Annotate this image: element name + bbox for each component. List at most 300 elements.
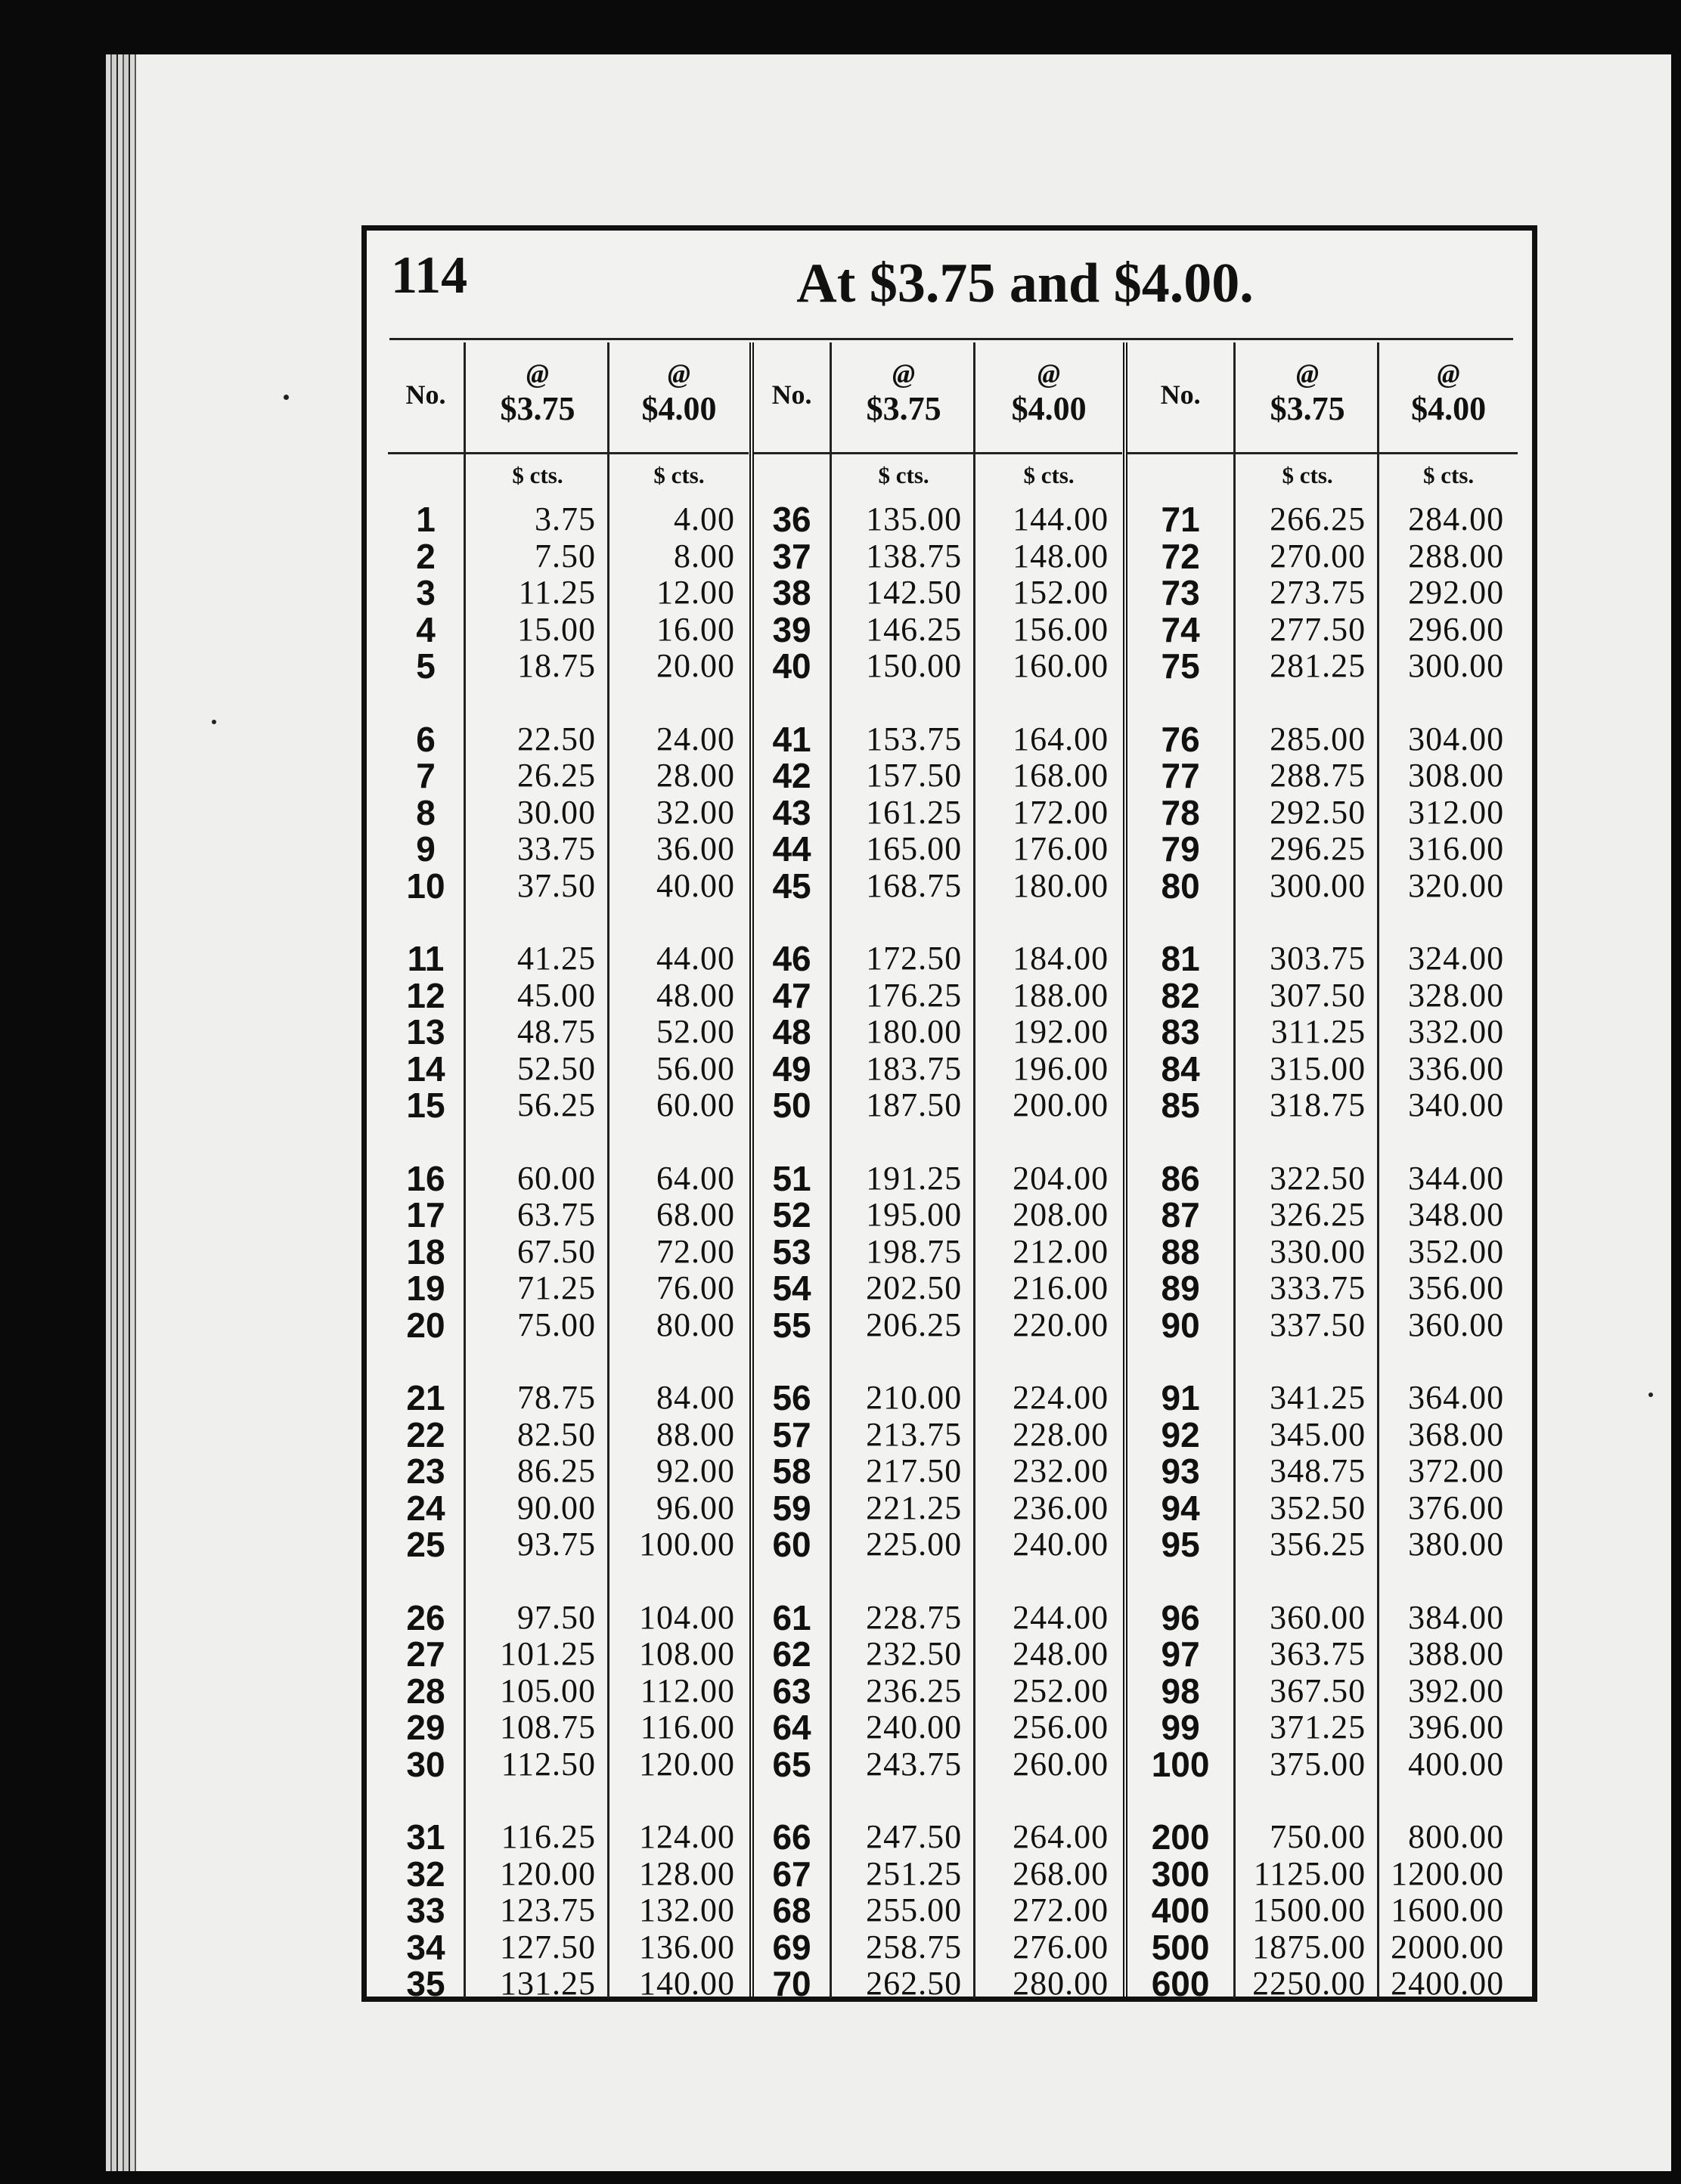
row-number: 69 [772, 1927, 811, 1967]
row-amount: 328.00 [1408, 976, 1505, 1014]
row-amount: 127.50 [500, 1928, 596, 1966]
row-amount: 67.50 [517, 1232, 596, 1270]
row-number: 25 [406, 1525, 445, 1564]
row-amount: 266.25 [1270, 500, 1366, 537]
row-amount: 372.00 [1408, 1452, 1505, 1489]
row-number: 63 [772, 1671, 811, 1711]
row-amount: 232.50 [866, 1635, 963, 1672]
row-amount: 225.00 [866, 1526, 963, 1563]
row-number: 500 [1151, 1927, 1210, 1967]
row-amount: 256.00 [1013, 1708, 1109, 1746]
at-symbol: @ [668, 358, 690, 389]
row-number: 23 [406, 1451, 445, 1491]
row-number: 26 [406, 1597, 445, 1637]
row-number: 35 [406, 1964, 445, 2003]
col-price-a [464, 342, 609, 2002]
row-number: 44 [772, 829, 811, 869]
row-amount: 326.25 [1270, 1196, 1366, 1233]
row-amount: 172.00 [1013, 793, 1109, 831]
row-amount: 138.75 [866, 537, 963, 575]
at-symbol: @ [892, 358, 916, 389]
row-amount: 100.00 [639, 1526, 735, 1563]
row-amount: 264.00 [1013, 1818, 1109, 1855]
row-amount: 164.00 [1013, 720, 1109, 757]
row-amount: 52.00 [656, 1013, 735, 1050]
row-amount: 200.00 [1013, 1086, 1109, 1123]
row-amount: 300.00 [1270, 866, 1366, 904]
row-number: 200 [1151, 1817, 1210, 1857]
row-number: 59 [772, 1488, 811, 1528]
at-symbol: @ [526, 358, 549, 389]
row-amount: 210.00 [866, 1379, 963, 1416]
row-amount: 195.00 [866, 1196, 963, 1233]
row-amount: 7.50 [535, 537, 596, 575]
row-amount: 272.00 [1013, 1891, 1109, 1928]
row-number: 99 [1161, 1708, 1200, 1747]
row-number: 600 [1151, 1964, 1210, 2003]
row-number: 4 [416, 609, 436, 649]
row-amount: 176.25 [866, 976, 963, 1014]
row-number: 81 [1161, 939, 1200, 978]
column-header [388, 342, 464, 454]
row-amount: 388.00 [1408, 1635, 1505, 1672]
row-amount: 360.00 [1270, 1598, 1366, 1636]
row-amount: 206.25 [866, 1306, 963, 1343]
row-amount: 15.00 [517, 610, 596, 648]
row-amount: 157.50 [866, 757, 963, 794]
row-amount: 131.25 [500, 1965, 596, 2002]
row-amount: 187.50 [866, 1086, 963, 1123]
row-number: 21 [406, 1378, 445, 1417]
row-number: 2 [416, 536, 436, 576]
row-amount: 236.25 [866, 1671, 963, 1709]
row-amount: 18.75 [517, 647, 596, 684]
row-amount: 315.00 [1270, 1049, 1366, 1087]
row-amount: 330.00 [1270, 1232, 1366, 1270]
row-amount: 148.00 [1013, 537, 1109, 575]
row-amount: 72.00 [656, 1232, 735, 1270]
row-number: 11 [407, 939, 445, 978]
row-number: 97 [1161, 1634, 1200, 1674]
row-amount: 108.00 [639, 1635, 735, 1672]
row-amount: 104.00 [639, 1598, 735, 1636]
row-amount: 135.00 [866, 500, 963, 537]
row-number: 18 [406, 1231, 445, 1272]
row-amount: 800.00 [1408, 1818, 1505, 1855]
row-number: 20 [406, 1305, 445, 1345]
row-amount: 292.50 [1270, 793, 1366, 831]
col-no [1127, 342, 1233, 2003]
row-number: 32 [406, 1854, 445, 1894]
row-amount: 4.00 [674, 500, 735, 537]
row-number: 19 [406, 1269, 445, 1308]
row-amount: 303.75 [1270, 940, 1366, 977]
row-amount: 307.50 [1270, 976, 1366, 1014]
unit-label: $ cts. [512, 462, 563, 488]
unit-label: $ cts. [1023, 462, 1075, 488]
row-amount: 176.00 [1013, 830, 1109, 867]
row-amount: 90.00 [517, 1489, 596, 1526]
row-number: 67 [772, 1854, 811, 1894]
page-number: 114 [391, 246, 468, 305]
row-number: 89 [1161, 1269, 1200, 1308]
ink-speck [284, 395, 289, 400]
column-header [754, 342, 830, 454]
row-amount: 63.75 [517, 1196, 596, 1233]
row-amount: 285.00 [1270, 720, 1366, 757]
row-amount: 348.00 [1408, 1196, 1505, 1233]
row-amount: 296.25 [1270, 830, 1366, 867]
row-amount: 112.00 [640, 1671, 735, 1709]
row-amount: 380.00 [1408, 1526, 1505, 1563]
row-amount: 150.00 [866, 647, 963, 684]
row-amount: 120.00 [639, 1745, 735, 1783]
row-amount: 308.00 [1408, 757, 1505, 794]
unit-label: $ cts. [1423, 462, 1475, 488]
row-number: 48 [772, 1012, 811, 1052]
row-amount: 280.00 [1013, 1965, 1109, 2002]
column-header [466, 342, 609, 454]
row-amount: 26.25 [517, 757, 596, 794]
row-amount: 224.00 [1013, 1379, 1109, 1416]
row-number: 65 [772, 1744, 811, 1784]
col-no [754, 342, 830, 2003]
row-amount: 188.00 [1013, 976, 1109, 1014]
row-number: 54 [772, 1269, 811, 1308]
row-number: 34 [406, 1927, 445, 1967]
row-amount: 140.00 [639, 1965, 735, 2002]
row-number: 72 [1161, 536, 1200, 576]
row-number: 56 [772, 1378, 811, 1417]
row-amount: 64.00 [656, 1159, 735, 1197]
row-number: 27 [406, 1634, 445, 1674]
row-amount: 86.25 [517, 1452, 596, 1489]
row-amount: 120.00 [500, 1854, 596, 1892]
row-amount: 88.00 [656, 1415, 735, 1453]
row-amount: 1200.00 [1391, 1854, 1505, 1892]
row-number: 88 [1161, 1231, 1200, 1272]
row-amount: 208.00 [1013, 1196, 1109, 1233]
row-amount: 255.00 [866, 1891, 963, 1928]
row-amount: 168.75 [866, 866, 963, 904]
row-amount: 45.00 [517, 976, 596, 1014]
row-number: 300 [1151, 1854, 1210, 1894]
row-amount: 252.00 [1013, 1671, 1109, 1709]
row-amount: 247.50 [866, 1818, 963, 1855]
row-amount: 371.25 [1270, 1708, 1366, 1746]
row-amount: 228.00 [1013, 1415, 1109, 1453]
row-amount: 316.00 [1408, 830, 1505, 867]
row-amount: 750.00 [1270, 1818, 1366, 1855]
ink-speck [212, 720, 216, 724]
row-number: 41 [772, 719, 811, 759]
row-amount: 76.00 [656, 1269, 735, 1306]
row-amount: 322.50 [1270, 1159, 1366, 1197]
row-number: 29 [406, 1708, 445, 1747]
row-amount: 48.75 [517, 1013, 596, 1050]
row-amount: 20.00 [656, 647, 735, 684]
row-number: 37 [772, 536, 811, 576]
row-amount: 202.50 [866, 1269, 963, 1306]
row-number: 16 [406, 1158, 445, 1198]
row-number: 76 [1161, 719, 1200, 759]
row-number: 62 [772, 1634, 811, 1674]
row-amount: 276.00 [1013, 1928, 1109, 1966]
row-amount: 108.75 [500, 1708, 596, 1746]
row-amount: 60.00 [656, 1086, 735, 1123]
row-number: 87 [1161, 1195, 1200, 1235]
row-amount: 152.00 [1013, 574, 1109, 611]
row-number: 12 [406, 975, 445, 1015]
row-amount: 183.75 [866, 1049, 963, 1087]
row-amount: 56.25 [517, 1086, 596, 1123]
row-amount: 260.00 [1013, 1745, 1109, 1783]
row-number: 57 [772, 1414, 811, 1454]
col-price-a [1233, 342, 1379, 2002]
row-amount: 262.50 [866, 1965, 963, 2002]
row-amount: 304.00 [1408, 720, 1505, 757]
row-amount: 78.75 [517, 1379, 596, 1416]
row-number: 46 [772, 939, 811, 978]
rate-table-panel [361, 225, 1537, 2002]
row-amount: 292.00 [1408, 574, 1505, 611]
table-group-2 [754, 342, 1127, 2003]
row-amount: 116.00 [640, 1708, 735, 1746]
row-amount: 96.00 [656, 1489, 735, 1526]
row-number: 83 [1161, 1012, 1200, 1052]
row-amount: 75.00 [517, 1306, 596, 1343]
row-number: 58 [772, 1451, 811, 1491]
row-amount: 352.00 [1408, 1232, 1505, 1270]
row-amount: 168.00 [1013, 757, 1109, 794]
row-amount: 340.00 [1408, 1086, 1505, 1123]
row-amount: 8.00 [674, 537, 735, 575]
rate-table [388, 342, 1518, 2003]
table-group-3 [1127, 342, 1518, 2003]
row-amount: 364.00 [1408, 1379, 1505, 1416]
row-amount: 221.25 [866, 1489, 963, 1526]
row-amount: 1875.00 [1252, 1928, 1366, 1966]
column-header [975, 342, 1122, 454]
row-amount: 367.50 [1270, 1671, 1366, 1709]
table-group-1 [388, 342, 754, 2003]
price-label: $4.00 [1011, 390, 1087, 427]
row-amount: 204.00 [1013, 1159, 1109, 1197]
row-number: 84 [1161, 1049, 1200, 1089]
row-amount: 3.75 [535, 500, 596, 537]
row-number: 92 [1161, 1414, 1200, 1454]
row-amount: 153.75 [866, 720, 963, 757]
row-amount: 16.00 [656, 610, 735, 648]
row-number: 51 [772, 1158, 811, 1198]
unit-label: $ cts. [1282, 462, 1333, 488]
row-amount: 332.00 [1408, 1013, 1505, 1050]
header-rule [389, 338, 1513, 340]
column-header [1379, 342, 1518, 454]
row-amount: 344.00 [1408, 1159, 1505, 1197]
unit-label: $ cts. [878, 462, 929, 488]
row-amount: 80.00 [656, 1306, 735, 1343]
row-amount: 128.00 [639, 1854, 735, 1892]
row-number: 61 [772, 1597, 811, 1637]
row-number: 8 [416, 792, 436, 832]
row-number: 77 [1161, 756, 1200, 795]
ink-speck [1648, 1392, 1653, 1397]
row-amount: 192.00 [1013, 1013, 1109, 1050]
row-amount: 196.00 [1013, 1049, 1109, 1087]
row-amount: 318.75 [1270, 1086, 1366, 1123]
at-symbol: @ [1437, 358, 1460, 389]
row-amount: 161.25 [866, 793, 963, 831]
row-number: 47 [772, 975, 811, 1015]
row-number: 30 [406, 1744, 445, 1784]
row-number: 95 [1161, 1525, 1200, 1564]
row-amount: 160.00 [1013, 647, 1109, 684]
row-number: 31 [406, 1817, 445, 1857]
row-amount: 33.75 [517, 830, 596, 867]
row-amount: 191.25 [866, 1159, 963, 1197]
row-number: 50 [772, 1086, 811, 1125]
row-amount: 144.00 [1013, 500, 1109, 537]
row-number: 53 [772, 1231, 811, 1272]
row-number: 28 [406, 1671, 445, 1711]
row-amount: 124.00 [639, 1818, 735, 1855]
row-amount: 375.00 [1270, 1745, 1366, 1783]
row-amount: 217.50 [866, 1452, 963, 1489]
row-amount: 2250.00 [1252, 1965, 1366, 2002]
row-amount: 36.00 [656, 830, 735, 867]
row-number: 60 [772, 1525, 811, 1564]
col-price-a [830, 342, 975, 2002]
row-amount: 84.00 [656, 1379, 735, 1416]
row-number: 43 [772, 792, 811, 832]
at-symbol: @ [1296, 358, 1320, 389]
row-amount: 97.50 [517, 1598, 596, 1636]
row-amount: 180.00 [1013, 866, 1109, 904]
row-amount: 92.00 [656, 1452, 735, 1489]
row-amount: 288.00 [1408, 537, 1505, 575]
row-number: 400 [1151, 1891, 1210, 1930]
price-label: $3.75 [866, 390, 941, 427]
row-number: 6 [416, 719, 436, 759]
row-amount: 30.00 [517, 793, 596, 831]
row-amount: 243.75 [866, 1745, 963, 1783]
col-price-b [607, 342, 749, 2002]
row-amount: 82.50 [517, 1415, 596, 1453]
row-number: 52 [772, 1195, 811, 1235]
row-amount: 368.00 [1408, 1415, 1505, 1453]
price-label: $3.75 [500, 390, 575, 427]
row-number: 45 [772, 866, 811, 906]
row-amount: 356.25 [1270, 1526, 1366, 1563]
row-amount: 270.00 [1270, 537, 1366, 575]
row-amount: 156.00 [1013, 610, 1109, 648]
col-price-b [1377, 342, 1518, 2002]
row-amount: 68.00 [656, 1196, 735, 1233]
row-amount: 40.00 [656, 866, 735, 904]
row-number: 78 [1161, 792, 1200, 832]
row-amount: 52.50 [517, 1049, 596, 1087]
row-amount: 11.25 [518, 574, 596, 611]
row-number: 1 [416, 500, 436, 539]
row-amount: 352.50 [1270, 1489, 1366, 1526]
row-amount: 1125.00 [1253, 1854, 1366, 1892]
row-amount: 123.75 [500, 1891, 596, 1928]
row-amount: 24.00 [656, 720, 735, 757]
row-number: 24 [406, 1488, 445, 1528]
row-number: 9 [416, 829, 436, 869]
row-number: 15 [406, 1086, 445, 1125]
row-amount: 312.00 [1408, 793, 1505, 831]
row-amount: 273.75 [1270, 574, 1366, 611]
row-amount: 12.00 [656, 574, 735, 611]
row-number: 3 [416, 573, 436, 612]
row-amount: 288.75 [1270, 757, 1366, 794]
row-number: 94 [1161, 1488, 1200, 1528]
row-amount: 60.00 [517, 1159, 596, 1197]
row-number: 55 [772, 1305, 811, 1345]
row-amount: 248.00 [1013, 1635, 1109, 1672]
row-number: 13 [406, 1012, 445, 1052]
row-amount: 277.50 [1270, 610, 1366, 648]
no-label: No. [405, 379, 446, 410]
row-amount: 22.50 [517, 720, 596, 757]
row-amount: 360.00 [1408, 1306, 1505, 1343]
row-amount: 284.00 [1408, 500, 1505, 537]
row-amount: 236.00 [1013, 1489, 1109, 1526]
row-amount: 165.00 [866, 830, 963, 867]
row-amount: 116.25 [501, 1818, 596, 1855]
row-amount: 28.00 [656, 757, 735, 794]
row-number: 71 [1161, 500, 1200, 539]
row-amount: 336.00 [1408, 1049, 1505, 1087]
row-amount: 216.00 [1013, 1269, 1109, 1306]
row-amount: 32.00 [656, 793, 735, 831]
row-amount: 396.00 [1408, 1708, 1505, 1746]
row-amount: 2000.00 [1391, 1928, 1505, 1966]
column-header [1127, 342, 1233, 454]
row-number: 10 [406, 866, 445, 906]
row-amount: 348.75 [1270, 1452, 1366, 1489]
row-amount: 232.00 [1013, 1452, 1109, 1489]
row-amount: 251.25 [866, 1854, 963, 1892]
row-number: 100 [1151, 1744, 1210, 1784]
row-amount: 311.25 [1270, 1013, 1366, 1050]
row-number: 49 [772, 1049, 811, 1089]
row-amount: 400.00 [1408, 1745, 1505, 1783]
row-amount: 363.75 [1270, 1635, 1366, 1672]
row-amount: 244.00 [1013, 1598, 1109, 1636]
row-amount: 376.00 [1408, 1489, 1505, 1526]
row-amount: 384.00 [1408, 1598, 1505, 1636]
row-number: 85 [1161, 1086, 1200, 1125]
row-amount: 268.00 [1013, 1854, 1109, 1892]
row-amount: 71.25 [517, 1269, 596, 1306]
row-amount: 172.50 [866, 940, 963, 977]
row-amount: 48.00 [656, 976, 735, 1014]
price-label: $3.75 [1270, 390, 1345, 427]
row-amount: 212.00 [1013, 1232, 1109, 1270]
row-amount: 112.50 [501, 1745, 596, 1783]
row-number: 74 [1161, 609, 1200, 649]
column-header [609, 342, 749, 454]
row-amount: 220.00 [1013, 1306, 1109, 1343]
row-amount: 1600.00 [1391, 1891, 1505, 1928]
row-amount: 198.75 [866, 1232, 963, 1270]
row-amount: 296.00 [1408, 610, 1505, 648]
row-amount: 1500.00 [1252, 1891, 1366, 1928]
column-header [832, 342, 975, 454]
